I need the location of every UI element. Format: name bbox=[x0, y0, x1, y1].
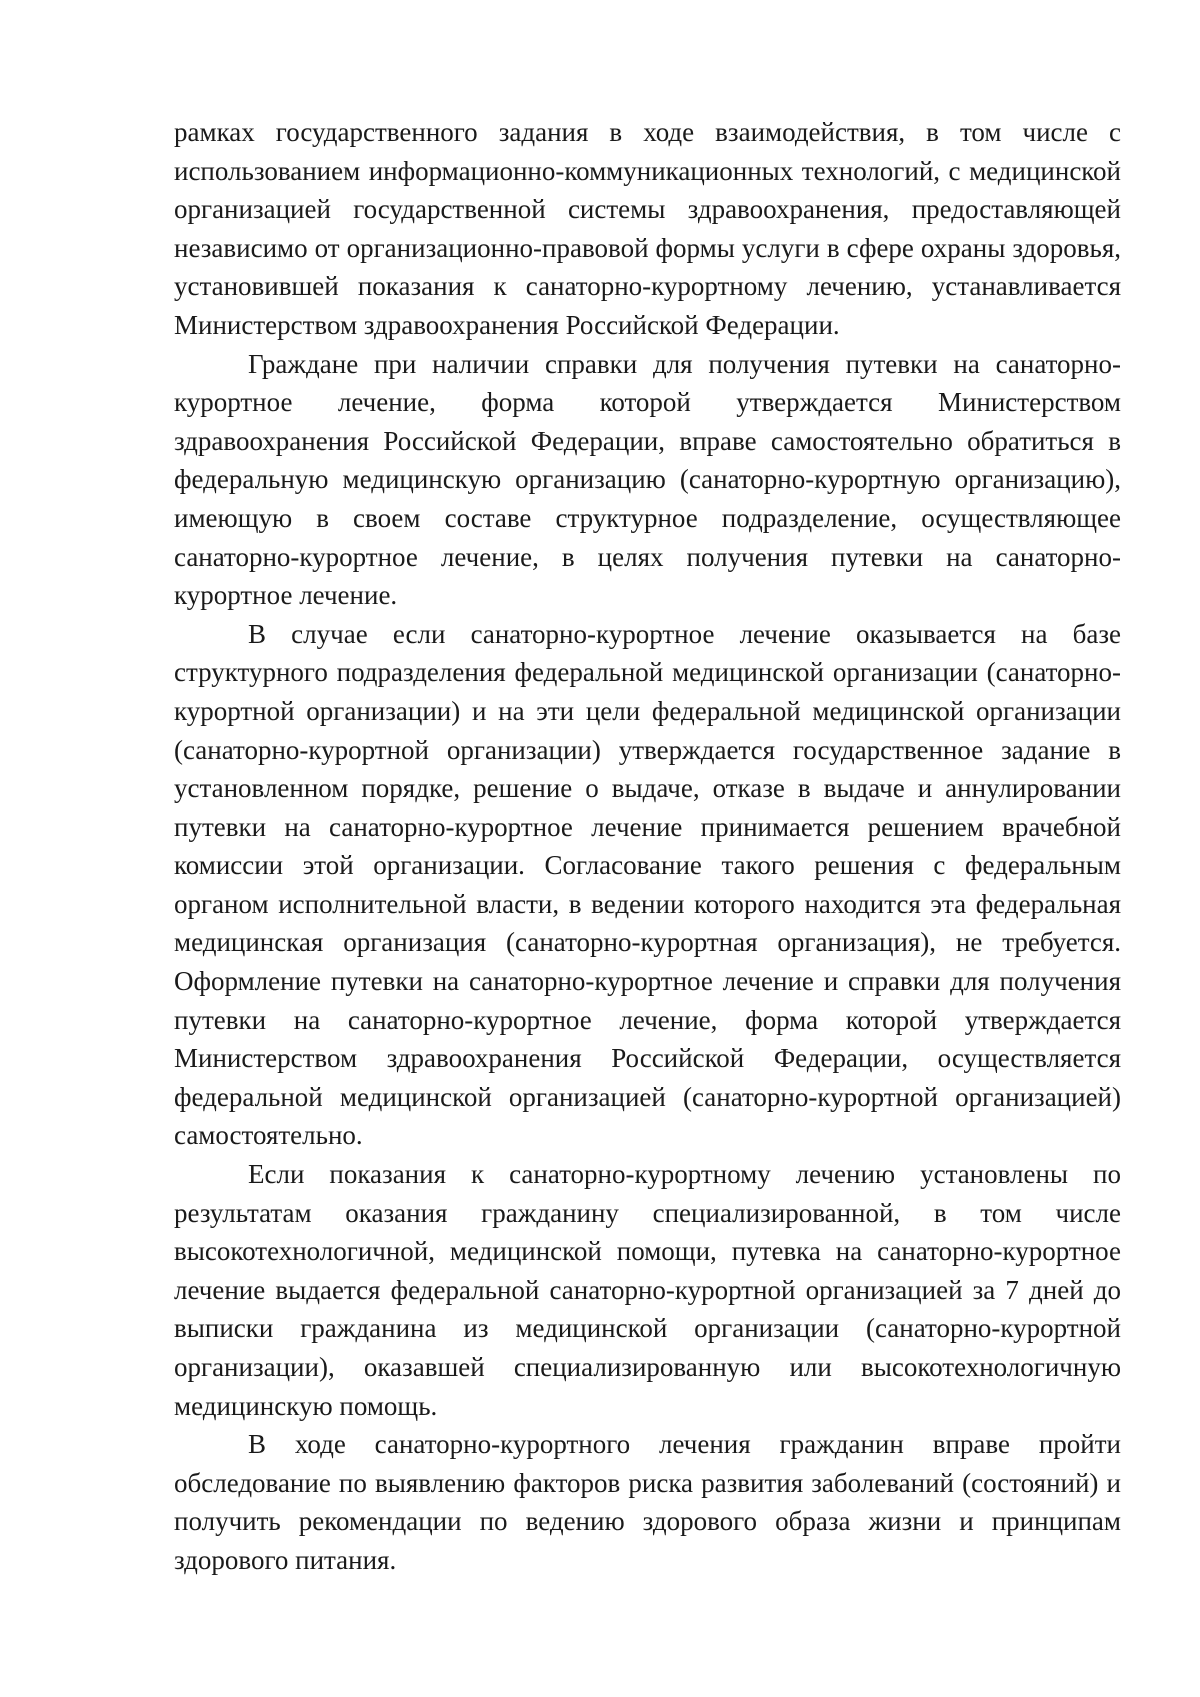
paragraph-3: В случае если санаторно-курортное лечение оказывается на базе структурного подразделения федеральной медицинской организации (санаторно-курортной организации) и на эти цели федеральной медицинской организации (санаторно-курортной организации) утверждается государственное задание в установленном порядке, решение о выдаче, отказе в выдаче и аннулировании путевки на санаторно-курортное лечение принимается решением врачебной комиссии этой организации. Согласование такого решения с федеральным органом исполнительной власти, в ведении которого находится эта федеральная медицинская организация (санаторно-курортная организация), не требуется. Оформление путевки на санаторно-курортное лечение и справки для получения путевки на санаторно-курортное лечение, форма которой утверждается Министерством здравоохранения Российской Федерации, осуществляется федеральной медицинской организацией (санаторно-курортной организацией) самостоятельно. bbox=[174, 618, 1121, 1151]
paragraph-5: В ходе санаторно-курортного лечения гражданин вправе пройти обследование по выявлению факторов риска развития заболеваний (состояний) и получить рекомендации по ведению здорового образа жизни и принципам здорового питания. bbox=[174, 1429, 1121, 1575]
document-body bbox=[174, 113, 1121, 1580]
paragraph-1: рамках государственного задания в ходе взаимодействия, в том числе с использованием информационно-коммуникационных технологий, с медицинской организацией государственной системы здравоохранения, предоставляющей независимо от организационно-правовой формы услуги в сфере охраны здоровья, установившей показания к санаторно-курортному лечению, устанавливается Министерством здравоохранения Российской Федерации. bbox=[174, 117, 1121, 340]
paragraph-2: Граждане при наличии справки для получения путевки на санаторно-курортное лечение, форма которой утверждается Министерством здравоохранения Российской Федерации, вправе самостоятельно обратиться в федеральную медицинскую организацию (санаторно-курортную организацию), имеющую в своем составе структурное подразделение, осуществляющее санаторно-курортное лечение, в целях получения путевки на санаторно-курортное лечение. bbox=[174, 348, 1121, 611]
paragraph-4: Если показания к санаторно-курортному лечению установлены по результатам оказания гражданину специализированной, в том числе высокотехнологичной, медицинской помощи, путевка на санаторно-курортное лечение выдается федеральной санаторно-курортной организацией за 7 дней до выписки гражданина из медицинской организации (санаторно-курортной организации), оказавшей специализированную или высокотехнологичную медицинскую помощь. bbox=[174, 1159, 1121, 1421]
